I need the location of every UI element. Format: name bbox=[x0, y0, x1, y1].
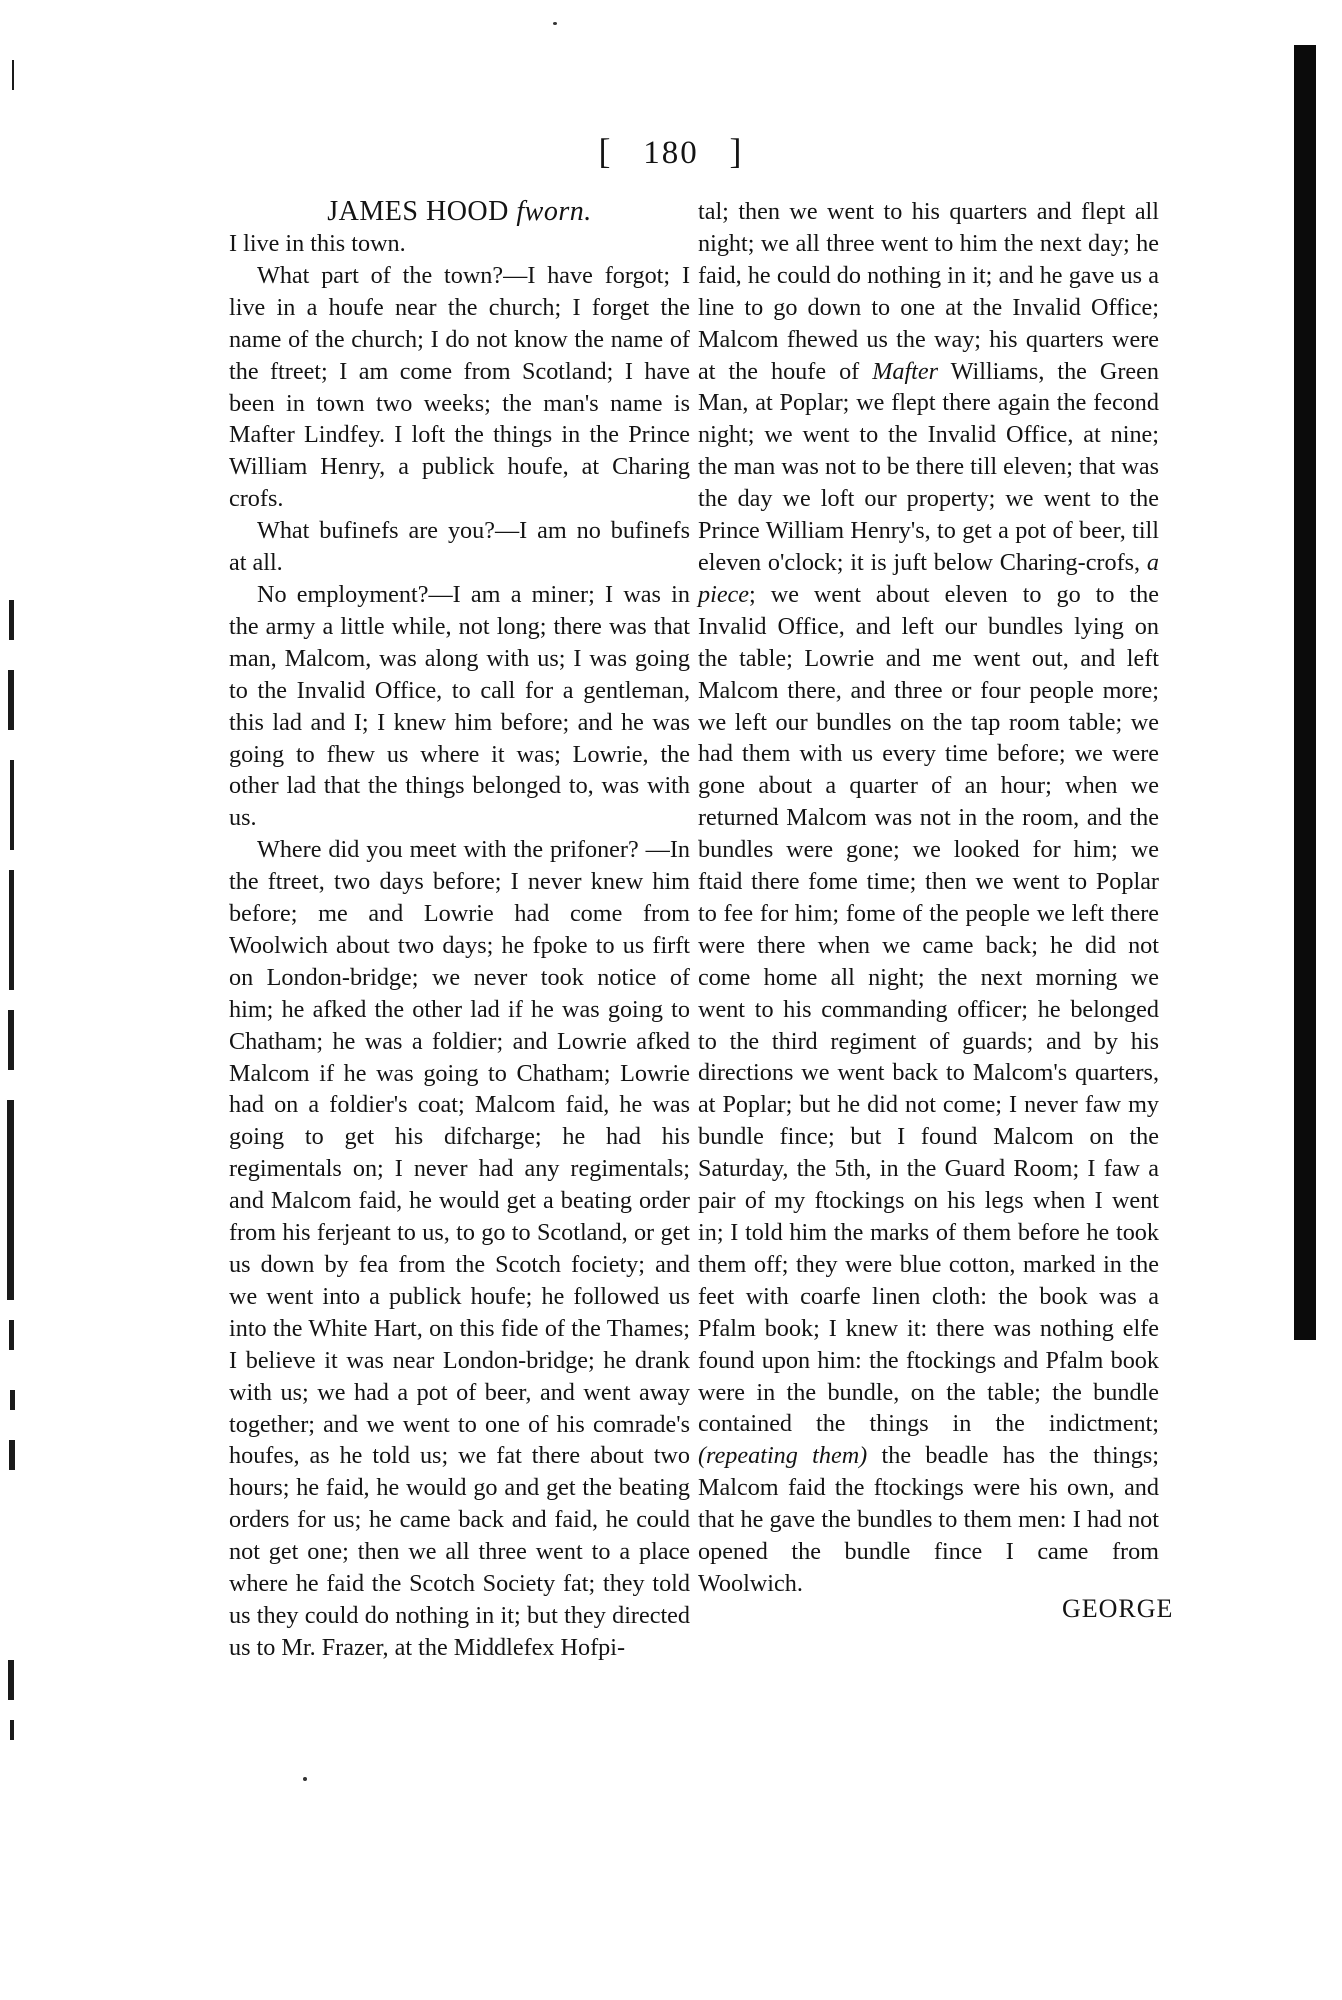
italic-run: Mafter bbox=[872, 357, 939, 385]
paragraph: Where did you meet with the prifoner? —In the ftreet, two days before; I never knew him before; me and Lowrie had come from Woolwich about two days; he fpoke to us firft on London-bridge; we never took notice of him; he afked the other lad if he was going to Chatham; he was a foldier; and Lowrie afked Malcom if he was going to Chatham; Lowrie had on a foldier's coat; Malcom faid, he was going to get his difcharge; he had his regimentals on; I never had any regimentals; and Malcom faid, he would get a beating order from his ferjeant to us, to go to Scotland, or get us down by fea from the Scotch fociety; and we went into a publick houfe; he followed us into the White Hart, on this fide of the Thames; I believe it was near London-bridge; he drank with us; we had a pot of beer, and went away together; and we went to one of his comrade's houfes, as he told us; we fat there about two hours; he faid, he would go and get the beating orders for us; he came back and faid, he could not get one; then we all three went to a place where he faid the Scotch Society fat; they told us they could do nothing in it; but they directed us to Mr. Frazer, at the Middlefex Hofpi- bbox=[229, 836, 690, 1661]
text-run: tal; then we went to his quarters and flept all night; we all three went to him the next day; he faid, he could do nothing in it; and he gave us a line to go down to one at the Invalid Office; Malcom fhewed us the way; his quarters were at the houfe of bbox=[698, 198, 1159, 385]
right-column bbox=[698, 196, 1159, 1600]
bracket-close: ] bbox=[729, 131, 744, 171]
speaker-name: JAMES HOOD bbox=[327, 196, 509, 227]
scan-edge-shadow bbox=[1294, 45, 1316, 1340]
paragraph: What part of the town?—I have forgot; I live in a houfe near the church; I forget the name of the church; I do not know the name of the ftreet; I am come from Scotland; I have been in town two weeks; the man's name is Mafter Lindfey. I loft the things in the Prince William Henry, a publick houfe, at Charing crofs. bbox=[229, 261, 690, 513]
ink-speck bbox=[553, 22, 557, 25]
paragraph: What bufinefs are you?—I am no bufinefs at all. bbox=[229, 517, 690, 577]
text-run: the beadle has the things; Malcom faid the ftockings were his own, and that he gave the bundles to them men: I had not opened the bundle fince I came from Woolwich. bbox=[698, 1442, 1159, 1597]
paragraph bbox=[698, 196, 1159, 1600]
italic-run: a piece bbox=[698, 548, 1159, 608]
paragraph: No employment?—I am a miner; I was in the army a little while, not long; there was that man, Malcom, was along with us; I was going to the Invalid Office, to call for a gentleman, this lad and I; I knew him before; and he was going to fhew us where it was; Lowrie, the other lad that the things belonged to, was with us. bbox=[229, 580, 690, 832]
text-run: Williams, the Green Man, at Poplar; we flept there again the fecond night; we went to the Invalid Office, at nine; the man was not to be there till eleven; that was the day we loft our property; we went to the Prince William Henry's, to get a pot of beer, till eleven o'clock; it is juft below Charing-crofs, bbox=[698, 357, 1159, 576]
bracket-open: [ bbox=[598, 131, 613, 171]
speaker-status: fworn. bbox=[516, 196, 592, 227]
binding-gutter bbox=[0, 0, 30, 2000]
page-header bbox=[0, 130, 1342, 172]
text-run: ; we went about eleven to go to the Invalid Office, and left our bundles lying on the table; Lowrie and me went out, and left Malcom there, and three or four people more; we left our bundles on the tap room table; we had them with us every time before; we were gone about a quarter of an hour; when we returned Malcom was not in the room, and the bundles were gone; we looked for him; we ftaid there fome time; then we went to Poplar to fee for him; fome of the people we left there were there when we came back; he did not come home all night; the next morning we went to his commanding officer; he belonged to the third regiment of guards; and by his directions we went back to Malcom's quarters, at Poplar; but he did not come; I never faw my bundle fince; but I found Malcom on the Saturday, the 5th, in the Guard Room; I faw a pair of my ftockings on his legs when I went in; I told him the marks of them before he took them off; they were blue cotton, marked in the feet with coarfe linen cloth: the book was a Pfalm book; I knew it: there was nothing elfe found upon him: the ftockings and Pfalm book were in the bundle, on the table; the bundle contained the things in the indictment; bbox=[698, 580, 1159, 1438]
ink-speck bbox=[303, 1777, 307, 1781]
page-number: 180 bbox=[643, 135, 699, 171]
paragraph: I live in this town. bbox=[229, 230, 406, 257]
left-column bbox=[229, 196, 690, 1664]
speaker-heading bbox=[229, 196, 690, 228]
catchword: GEORGE bbox=[1062, 1594, 1174, 1623]
italic-run: (repeating them) bbox=[698, 1442, 868, 1470]
